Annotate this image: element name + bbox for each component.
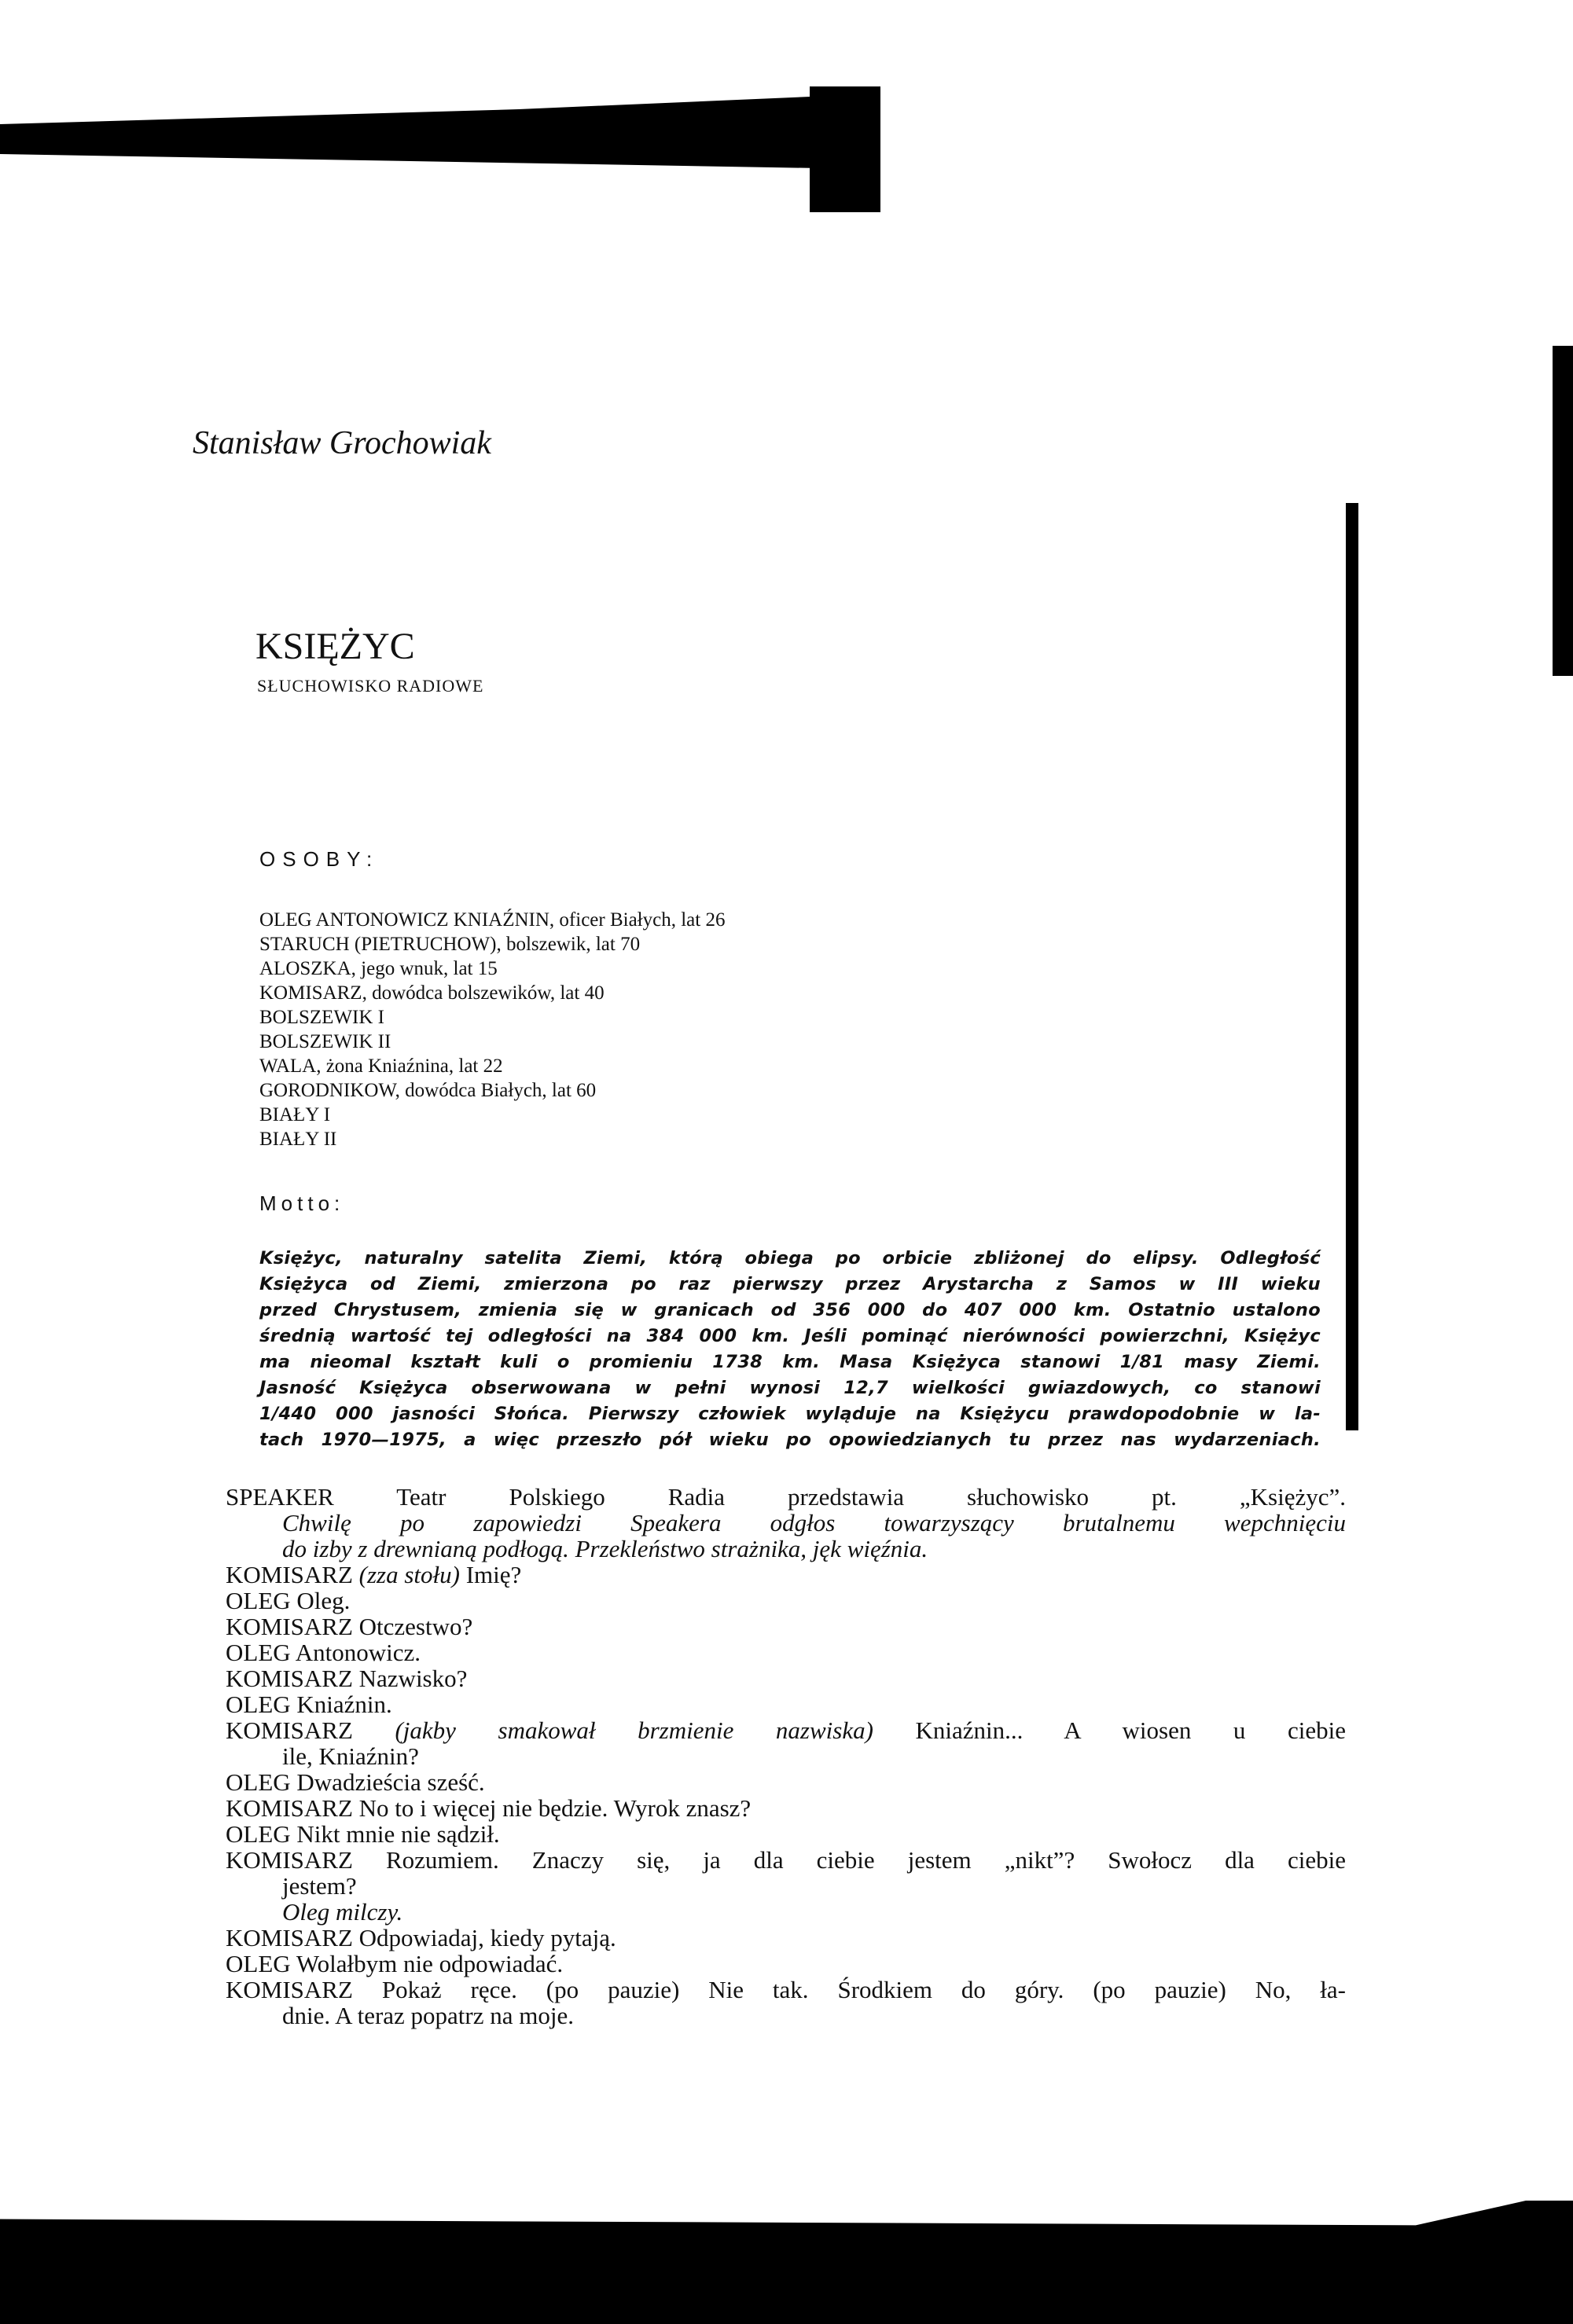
cast-list	[259, 908, 725, 1151]
cast-heading: OSOBY:	[259, 847, 380, 871]
stage-direction-line: Oleg milczy.	[282, 1898, 403, 1926]
cast-member: ALOSZKA, jego wnuk, lat 15	[259, 958, 498, 979]
dialogue-line	[226, 1717, 1346, 1743]
author-name: Stanisław Grochowiak	[193, 425, 491, 461]
spoken-text: Otczestwo?	[358, 1613, 473, 1640]
stage-direction-line: Chwilę po zapowiedzi Speakera odgłos towarzyszący brutalnemu wepchnięciu	[282, 1509, 1346, 1536]
dialogue-line	[226, 1691, 1346, 1717]
motto-line: ma nieomal kształt kuli o promieniu 1738 km. Masa Księżyca stanowi 1/81 masy Ziemi.	[259, 1352, 1321, 1372]
dialogue-line	[226, 1614, 1346, 1639]
cast-member: WALA, żona Kniaźnina, lat 22	[259, 1056, 503, 1077]
cast-member: KOMISARZ, dowódca bolszewików, lat 40	[259, 982, 605, 1004]
motto-line: Księżyca od Ziemi, zmierzona po raz pierwszy przez Arystarcha z Samos w III wieku	[259, 1274, 1321, 1294]
speaker-name: KOMISARZ	[226, 1613, 353, 1640]
scan-artifact-top-right	[810, 86, 880, 212]
scan-artifact-top	[0, 94, 865, 169]
motto-line: Księżyc, naturalny satelita Ziemi, którą obiega po orbicie zbliżonej do elipsy. Odległość	[259, 1248, 1321, 1268]
cast-member: GORODNIKOW, dowódca Białych, lat 60	[259, 1080, 597, 1101]
cast-member: OLEG ANTONOWICZ KNIAŹNIN, oficer Białych, lat 26	[259, 909, 726, 931]
play-title: KSIĘŻYC	[255, 626, 415, 667]
speaker-name: OLEG	[226, 1820, 291, 1848]
spoken-text: Dwadzieścia sześć.	[296, 1768, 485, 1796]
speaker-name: KOMISARZ	[226, 1665, 353, 1692]
dialogue-line	[226, 1821, 1346, 1847]
spoken-text: Nikt mnie nie sądził.	[296, 1820, 500, 1848]
speaker-name: SPEAKER	[226, 1483, 334, 1511]
speaker-name: KOMISARZ	[226, 1561, 353, 1588]
speaker-name: KOMISARZ	[226, 1976, 353, 2003]
spoken-text: Antonowicz.	[295, 1639, 421, 1666]
dialogue-line	[226, 1588, 1346, 1614]
stage-direction: (zza stołu)	[358, 1561, 460, 1588]
stage-direction-line: do izby z drewnianą podłogą. Przekleństwo strażnika, jęk więźnia.	[282, 1535, 928, 1562]
speaker-name: OLEG	[226, 1639, 291, 1666]
scan-artifact-far-right	[1553, 346, 1573, 676]
motto-line: przed Chrystusem, zmienia się w granicach od 356 000 do 407 000 km. Ostatnio ustalono	[259, 1300, 1321, 1320]
cast-member: BIAŁY II	[259, 1129, 337, 1150]
spoken-text: Imię?	[465, 1561, 522, 1588]
motto-line: 1/440 000 jasności Słońca. Pierwszy człowiek wyląduje na Księżycu prawdopodobnie w la-	[259, 1404, 1321, 1424]
spoken-text: Kniaźnin... A wiosen u ciebie	[915, 1716, 1346, 1744]
spoken-text: Rozumiem. Znaczy się, ja dla ciebie jestem „nikt”? Swołocz dla ciebie	[385, 1846, 1346, 1874]
dialogue-line	[226, 1925, 1346, 1951]
dialogue-line	[226, 1951, 1346, 1977]
scan-artifact-bottom	[0, 2201, 1573, 2324]
play-subtitle: SŁUCHOWISKO RADIOWE	[257, 676, 484, 696]
motto-line: Jasność Księżyca obserwowana w pełni wynosi 12,7 wielkości gwiazdowych, co stanowi	[259, 1378, 1321, 1398]
motto-heading: Motto:	[259, 1191, 345, 1215]
motto-line: średnią wartość tej odległości na 384 000 km. Jeśli pominąć nierówności powierzchni, Księżyc	[259, 1326, 1321, 1346]
spoken-text: No to i więcej nie będzie. Wyrok znasz?	[358, 1794, 752, 1822]
dialogue-line	[226, 1977, 1346, 2003]
dialogue-continuation: ile, Kniaźnin?	[282, 1742, 419, 1770]
cast-member: BIAŁY I	[259, 1104, 331, 1125]
motto-text	[259, 1246, 1321, 1453]
spoken-text: Wolałbym nie odpowiadać.	[296, 1950, 564, 1977]
dialogue-continuation: dnie. A teraz popatrz na moje.	[282, 2002, 575, 2029]
speaker-name: KOMISARZ	[226, 1846, 353, 1874]
speaker-name: OLEG	[226, 1950, 291, 1977]
dialogue-line	[226, 1562, 1346, 1588]
spoken-text: Odpowiadaj, kiedy pytają.	[358, 1924, 616, 1951]
spoken-text: Teatr Polskiego Radia przedstawia słuchowisko pt. „Księżyc”.	[396, 1483, 1346, 1511]
dialogue-line	[226, 1847, 1346, 1873]
speaker-name: OLEG	[226, 1587, 291, 1614]
speaker-name: KOMISARZ	[226, 1716, 353, 1744]
spoken-text: Oleg.	[296, 1587, 351, 1614]
stage-direction: (jakby smakował brzmienie nazwiska)	[395, 1716, 873, 1744]
cast-member: BOLSZEWIK II	[259, 1031, 391, 1052]
motto-line: tach 1970—1975, a więc przeszło pół wieku po opowiedzianych tu przez nas wydarzeniach.	[259, 1430, 1321, 1450]
dialogue-line	[226, 1769, 1346, 1795]
spoken-text: Kniaźnin.	[296, 1691, 392, 1718]
spoken-text: Nazwisko?	[358, 1665, 468, 1692]
spoken-text: Pokaż ręce. (po pauzie) Nie tak. Środkiem do góry. (po pauzie) No, ła-	[381, 1976, 1347, 2003]
dialogue-line	[226, 1665, 1346, 1691]
scan-artifact-right-edge	[1346, 503, 1358, 1430]
dialogue-continuation: jestem?	[282, 1872, 357, 1900]
cast-member: BOLSZEWIK I	[259, 1007, 384, 1028]
speaker-name: OLEG	[226, 1768, 291, 1796]
dialogue-line	[226, 1484, 1346, 1510]
dialogue-line	[226, 1639, 1346, 1665]
speaker-name: KOMISARZ	[226, 1794, 353, 1822]
speaker-name: KOMISARZ	[226, 1924, 353, 1951]
speaker-name: OLEG	[226, 1691, 291, 1718]
cast-member: STARUCH (PIETRUCHOW), bolszewik, lat 70	[259, 934, 641, 955]
dialogue	[226, 1484, 1346, 2028]
dialogue-line	[226, 1795, 1346, 1821]
